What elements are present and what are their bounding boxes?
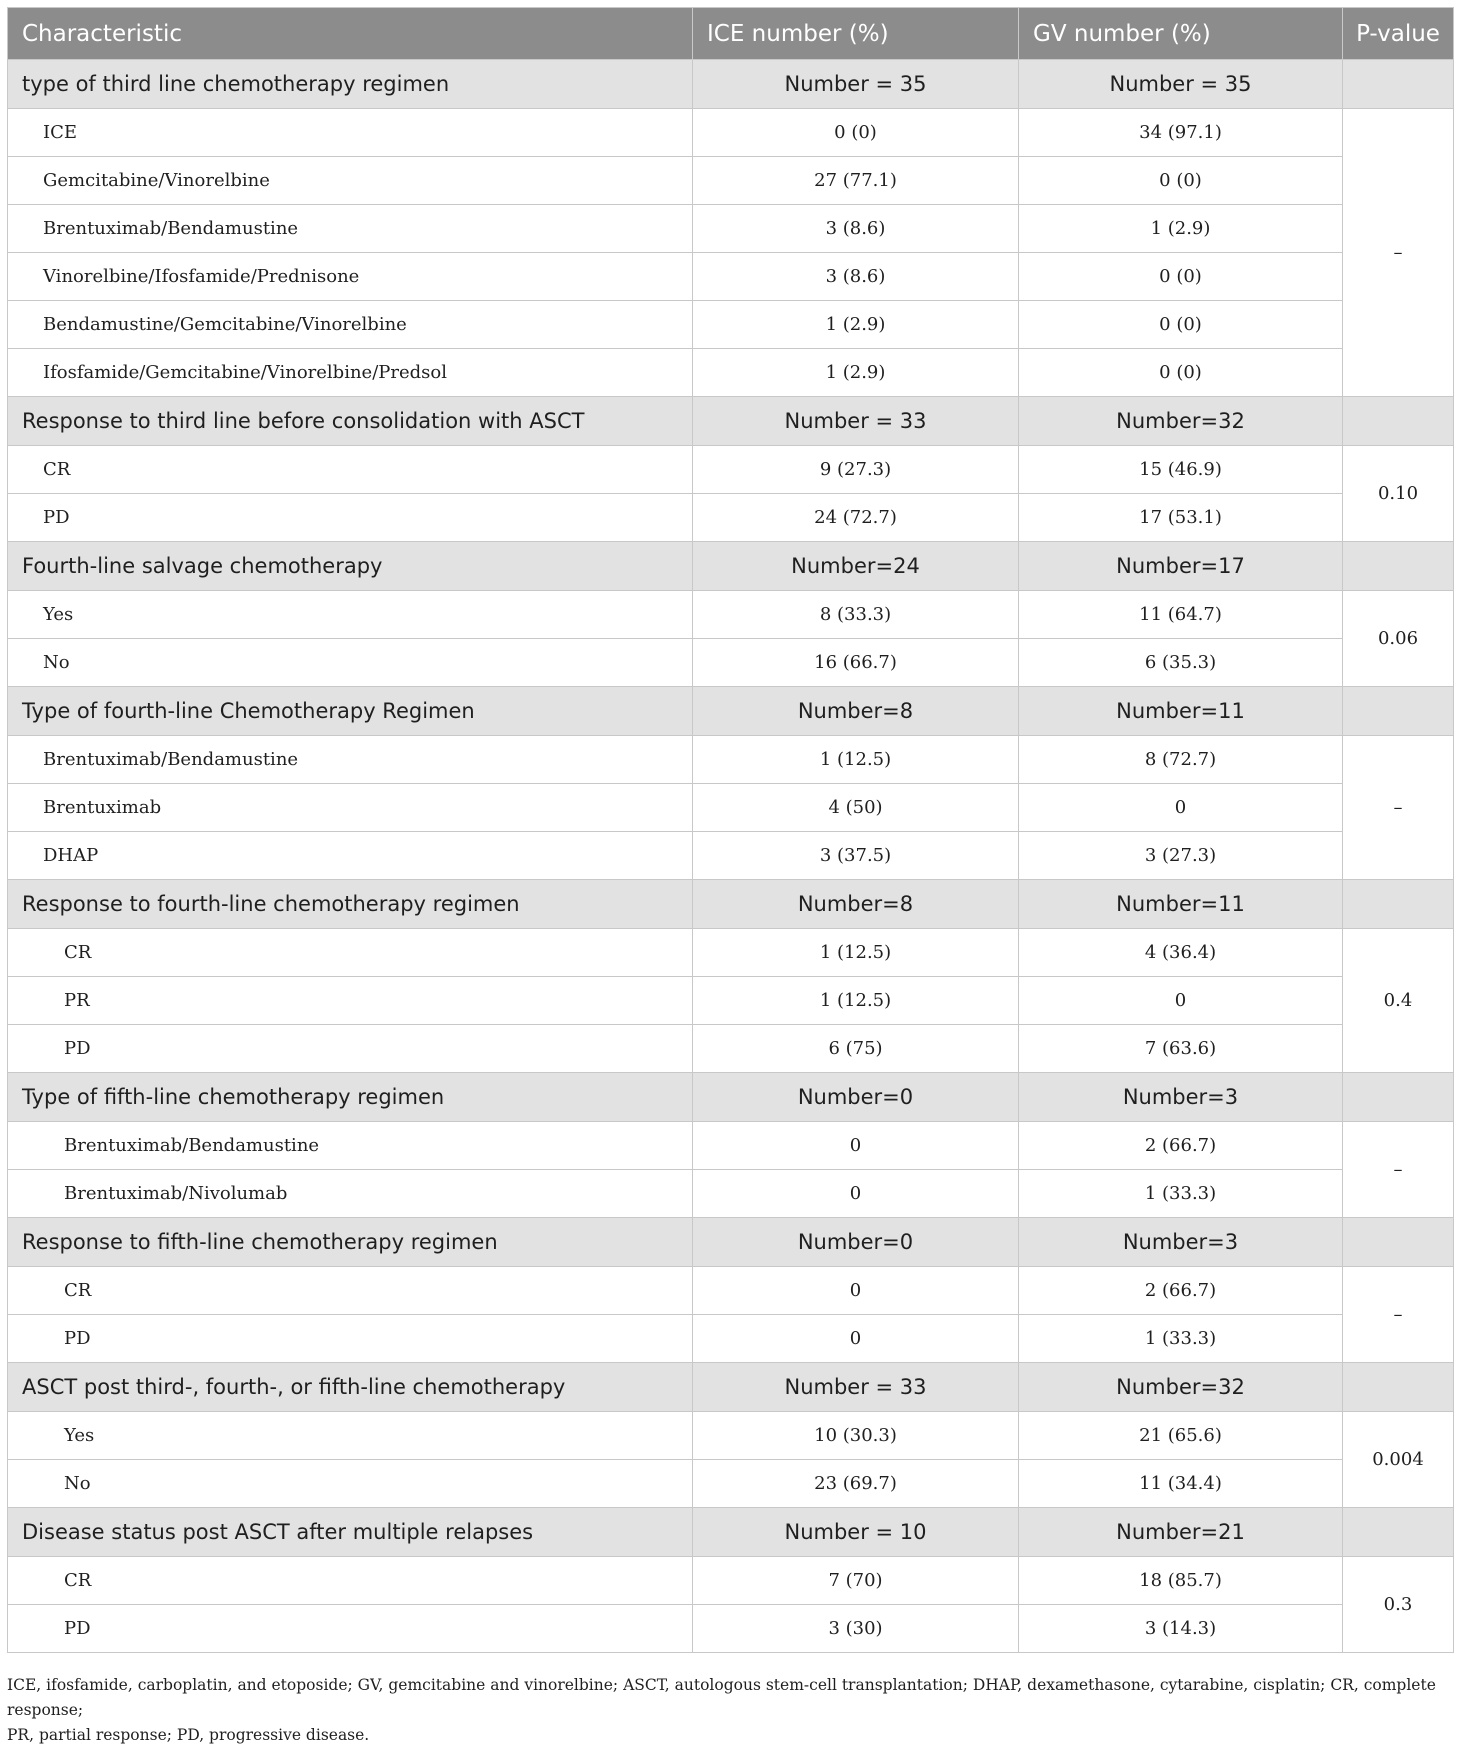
p-value: – (1343, 1267, 1454, 1363)
section-label: type of third line chemotherapy regimen (8, 60, 693, 109)
table-row (8, 639, 1454, 687)
row-gv-value: 6 (35.3) (1019, 639, 1343, 687)
row-gv-value: 21 (65.6) (1019, 1412, 1343, 1460)
row-ice-value: 1 (2.9) (693, 301, 1019, 349)
section-p-cell (1343, 542, 1454, 591)
section-ice-number: Number=24 (693, 542, 1019, 591)
row-gv-value: 0 (0) (1019, 349, 1343, 397)
section-p-cell (1343, 1508, 1454, 1557)
row-ice-value: 3 (8.6) (693, 205, 1019, 253)
table-row (8, 1557, 1454, 1605)
row-label: PD (8, 1605, 693, 1653)
table-row (8, 1267, 1454, 1315)
table-row (8, 1122, 1454, 1170)
table-row (8, 1460, 1454, 1508)
section-header-row (8, 1218, 1454, 1267)
table-row (8, 301, 1454, 349)
row-ice-value: 3 (8.6) (693, 253, 1019, 301)
header-gv: GV number (%) (1019, 8, 1343, 60)
section-gv-number: Number=21 (1019, 1508, 1343, 1557)
table-row (8, 109, 1454, 157)
section-header-row (8, 687, 1454, 736)
p-value: – (1343, 109, 1454, 397)
section-header-row (8, 1073, 1454, 1122)
table-row (8, 349, 1454, 397)
section-label: Type of fourth-line Chemotherapy Regimen (8, 687, 693, 736)
results-table (7, 7, 1454, 1653)
row-gv-value: 3 (14.3) (1019, 1605, 1343, 1653)
p-value: 0.3 (1343, 1557, 1454, 1653)
table-row (8, 205, 1454, 253)
row-ice-value: 16 (66.7) (693, 639, 1019, 687)
row-ice-value: 23 (69.7) (693, 1460, 1019, 1508)
section-ice-number: Number=0 (693, 1218, 1019, 1267)
row-ice-value: 3 (30) (693, 1605, 1019, 1653)
row-ice-value: 1 (12.5) (693, 977, 1019, 1025)
footnote-line: PR, partial response; PD, progressive disease. (7, 1726, 370, 1744)
row-label: Yes (8, 591, 693, 639)
row-gv-value: 0 (1019, 784, 1343, 832)
header-p-value: P-value (1343, 8, 1454, 60)
table-row (8, 832, 1454, 880)
row-label: CR (8, 1557, 693, 1605)
table-row (8, 784, 1454, 832)
section-label: ASCT post third-, fourth-, or fifth-line chemotherapy (8, 1363, 693, 1412)
p-value: – (1343, 1122, 1454, 1218)
section-p-cell (1343, 397, 1454, 446)
section-label: Fourth-line salvage chemotherapy (8, 542, 693, 591)
row-gv-value: 18 (85.7) (1019, 1557, 1343, 1605)
section-gv-number: Number=17 (1019, 542, 1343, 591)
table-row (8, 157, 1454, 205)
row-ice-value: 24 (72.7) (693, 494, 1019, 542)
table-row (8, 494, 1454, 542)
section-ice-number: Number=8 (693, 880, 1019, 929)
row-ice-value: 27 (77.1) (693, 157, 1019, 205)
row-label: CR (8, 446, 693, 494)
row-label: PD (8, 1025, 693, 1073)
section-gv-number: Number=3 (1019, 1073, 1343, 1122)
section-ice-number: Number = 35 (693, 60, 1019, 109)
row-label: PD (8, 494, 693, 542)
row-gv-value: 0 (0) (1019, 301, 1343, 349)
section-gv-number: Number=11 (1019, 687, 1343, 736)
row-label: Brentuximab (8, 784, 693, 832)
row-gv-value: 11 (34.4) (1019, 1460, 1343, 1508)
row-ice-value: 0 (693, 1122, 1019, 1170)
row-gv-value: 1 (33.3) (1019, 1170, 1343, 1218)
section-header-row (8, 1363, 1454, 1412)
section-ice-number: Number=0 (693, 1073, 1019, 1122)
section-ice-number: Number = 33 (693, 397, 1019, 446)
table-row (8, 446, 1454, 494)
table-row (8, 1025, 1454, 1073)
section-ice-number: Number = 33 (693, 1363, 1019, 1412)
table-row (8, 929, 1454, 977)
row-label: Yes (8, 1412, 693, 1460)
row-label: ICE (8, 109, 693, 157)
row-label: No (8, 639, 693, 687)
row-label: PD (8, 1315, 693, 1363)
row-label: Ifosfamide/Gemcitabine/Vinorelbine/Predsol (8, 349, 693, 397)
row-ice-value: 9 (27.3) (693, 446, 1019, 494)
table-row (8, 977, 1454, 1025)
row-ice-value: 10 (30.3) (693, 1412, 1019, 1460)
row-gv-value: 34 (97.1) (1019, 109, 1343, 157)
table-row (8, 1315, 1454, 1363)
row-ice-value: 1 (2.9) (693, 349, 1019, 397)
row-label: No (8, 1460, 693, 1508)
row-label: Brentuximab/Nivolumab (8, 1170, 693, 1218)
section-ice-number: Number = 10 (693, 1508, 1019, 1557)
row-gv-value: 0 (0) (1019, 253, 1343, 301)
row-gv-value: 4 (36.4) (1019, 929, 1343, 977)
section-label: Response to fifth-line chemotherapy regimen (8, 1218, 693, 1267)
row-label: Vinorelbine/Ifosfamide/Prednisone (8, 253, 693, 301)
row-ice-value: 1 (12.5) (693, 929, 1019, 977)
section-p-cell (1343, 880, 1454, 929)
section-gv-number: Number = 35 (1019, 60, 1343, 109)
section-gv-number: Number=11 (1019, 880, 1343, 929)
section-label: Type of fifth-line chemotherapy regimen (8, 1073, 693, 1122)
header-characteristic: Characteristic (8, 8, 693, 60)
row-ice-value: 4 (50) (693, 784, 1019, 832)
row-gv-value: 2 (66.7) (1019, 1122, 1343, 1170)
row-label: Bendamustine/Gemcitabine/Vinorelbine (8, 301, 693, 349)
section-p-cell (1343, 1218, 1454, 1267)
section-header-row (8, 60, 1454, 109)
row-label: Brentuximab/Bendamustine (8, 205, 693, 253)
row-gv-value: 0 (0) (1019, 157, 1343, 205)
row-gv-value: 1 (33.3) (1019, 1315, 1343, 1363)
row-ice-value: 0 (0) (693, 109, 1019, 157)
section-gv-number: Number=32 (1019, 1363, 1343, 1412)
footnote (7, 1673, 1457, 1748)
row-gv-value: 1 (2.9) (1019, 205, 1343, 253)
p-value: 0.10 (1343, 446, 1454, 542)
section-header-row (8, 880, 1454, 929)
table-container (7, 7, 1453, 1653)
row-label: Brentuximab/Bendamustine (8, 736, 693, 784)
table-row (8, 591, 1454, 639)
p-value: 0.004 (1343, 1412, 1454, 1508)
row-label: Gemcitabine/Vinorelbine (8, 157, 693, 205)
row-gv-value: 11 (64.7) (1019, 591, 1343, 639)
table-row (8, 1605, 1454, 1653)
section-header-row (8, 397, 1454, 446)
row-gv-value: 8 (72.7) (1019, 736, 1343, 784)
table-row (8, 253, 1454, 301)
row-ice-value: 7 (70) (693, 1557, 1019, 1605)
table-row (8, 1170, 1454, 1218)
row-ice-value: 0 (693, 1170, 1019, 1218)
row-gv-value: 0 (1019, 977, 1343, 1025)
section-p-cell (1343, 60, 1454, 109)
row-gv-value: 3 (27.3) (1019, 832, 1343, 880)
row-gv-value: 15 (46.9) (1019, 446, 1343, 494)
row-ice-value: 1 (12.5) (693, 736, 1019, 784)
row-gv-value: 2 (66.7) (1019, 1267, 1343, 1315)
section-p-cell (1343, 1073, 1454, 1122)
section-label: Response to fourth-line chemotherapy regimen (8, 880, 693, 929)
section-p-cell (1343, 687, 1454, 736)
header-row (8, 8, 1454, 60)
row-label: DHAP (8, 832, 693, 880)
section-ice-number: Number=8 (693, 687, 1019, 736)
row-gv-value: 7 (63.6) (1019, 1025, 1343, 1073)
p-value: 0.4 (1343, 929, 1454, 1073)
section-header-row (8, 542, 1454, 591)
row-label: PR (8, 977, 693, 1025)
header-ice: ICE number (%) (693, 8, 1019, 60)
table-row (8, 1412, 1454, 1460)
footnote-line: ICE, ifosfamide, carboplatin, and etoposide; GV, gemcitabine and vinorelbine; ASCT, autologous stem-cell transplantation; DHAP, dexamethasone, cytarabine, cisplatin; CR, complete response; (7, 1676, 1436, 1719)
row-label: CR (8, 929, 693, 977)
table-row (8, 736, 1454, 784)
section-gv-number: Number=3 (1019, 1218, 1343, 1267)
section-label: Response to third line before consolidation with ASCT (8, 397, 693, 446)
row-ice-value: 8 (33.3) (693, 591, 1019, 639)
row-ice-value: 0 (693, 1267, 1019, 1315)
section-header-row (8, 1508, 1454, 1557)
row-gv-value: 17 (53.1) (1019, 494, 1343, 542)
section-gv-number: Number=32 (1019, 397, 1343, 446)
row-label: Brentuximab/Bendamustine (8, 1122, 693, 1170)
row-ice-value: 0 (693, 1315, 1019, 1363)
table-body (8, 60, 1454, 1653)
section-p-cell (1343, 1363, 1454, 1412)
row-label: CR (8, 1267, 693, 1315)
section-label: Disease status post ASCT after multiple relapses (8, 1508, 693, 1557)
row-ice-value: 3 (37.5) (693, 832, 1019, 880)
p-value: – (1343, 736, 1454, 880)
row-ice-value: 6 (75) (693, 1025, 1019, 1073)
p-value: 0.06 (1343, 591, 1454, 687)
